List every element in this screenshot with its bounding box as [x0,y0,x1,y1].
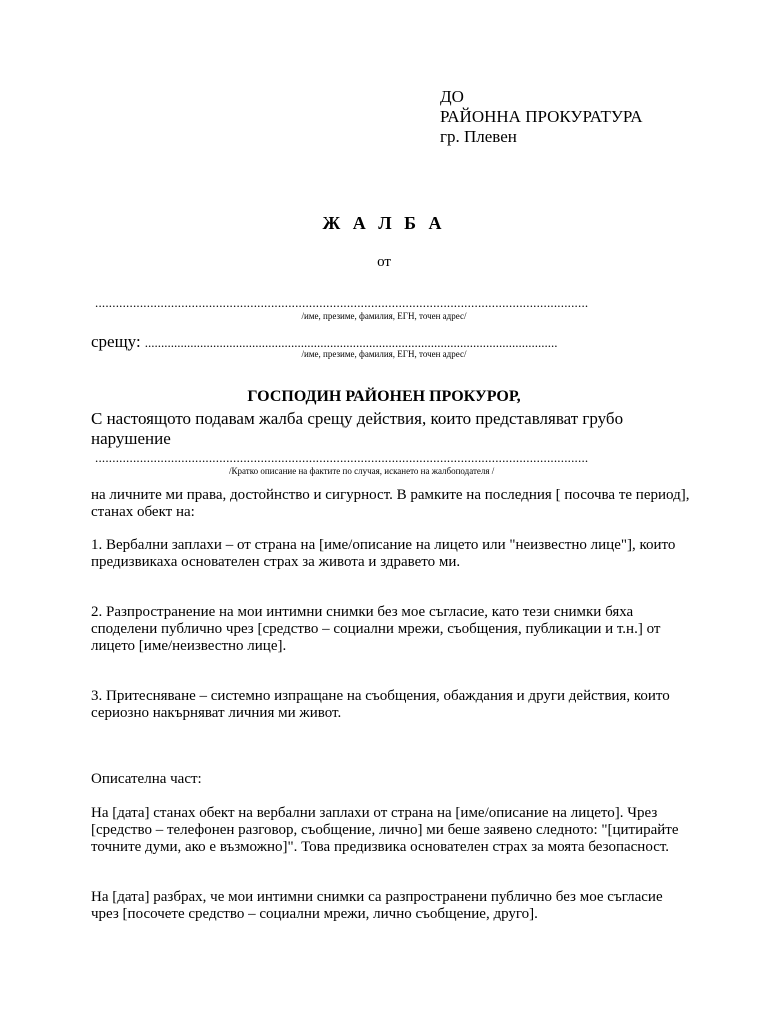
description-paragraph-1: На [дата] станах обект на вербални заплахи от страна на [име/описание на лицето]. Чрез [средство – телефонен разговор, съобщение, лично] ми беше заявено следното: "[цитирайте точните думи, ако е възможно]". Това предизвика основателен страх за моята безопасност. [91,805,679,855]
facts-hint: /Кратко описание на фактите по случая, искането на жалбоподателя / [229,466,495,476]
against-label: срещу: [91,332,141,351]
intro-line-2: нарушение [91,429,171,448]
from-label: от [377,254,391,270]
list-item-harassment: 3. Притесняване – системно изпращане на съобщения, обаждания и други действия, които сериозно накърняват личния ми живот. [91,688,670,721]
paragraph-intro: на личните ми права, достойнство и сигурност. В рамките на последния [ посочва те период], станах обект на: [91,487,690,520]
list-item-threats: 1. Вербални заплахи – от страна на [име/описание на лицето или "неизвестно лице"], които предизвикаха основателен страх за живота и здравето ми. [91,537,676,570]
addressee-line-2: РАЙОННА ПРОКУРАТУРА [440,107,643,126]
from-hint: /име, презиме, фамилия, ЕГН, точен адрес/ [301,311,467,321]
against-hint: /име, презиме, фамилия, ЕГН, точен адрес/ [301,349,467,359]
description-heading: Описателна част: [91,771,202,787]
against-dotted-line: ............................................................................................................................... [144,335,558,350]
document-title: Ж А Л Б А [322,213,446,233]
addressee-line-3: гр. Плевен [440,127,517,146]
description-paragraph-2: На [дата] разбрах, че мои интимни снимки са разпространени публично без мое съгласие чрез [посочете средство – социални мрежи, лично съобщение, друго]. [91,889,663,922]
addressee-line-1: ДО [440,87,464,106]
list-item-photos: 2. Разпространение на мои интимни снимки без мое съгласие, като тези снимки бяха споделени публично чрез [средство – социални мрежи, съобщения, публикации и т.н.] от лицето [име/неизвестно лице]. [91,604,661,654]
salutation: ГОСПОДИН РАЙОНЕН ПРОКУРОР, [247,388,521,405]
intro-line-1: С настоящото подавам жалба срещу действия, които представляват грубо [91,409,624,428]
facts-dotted-line: ............................................................................................................................................... [95,450,589,465]
from-dotted-line: ............................................................................................................................................... [95,295,589,310]
